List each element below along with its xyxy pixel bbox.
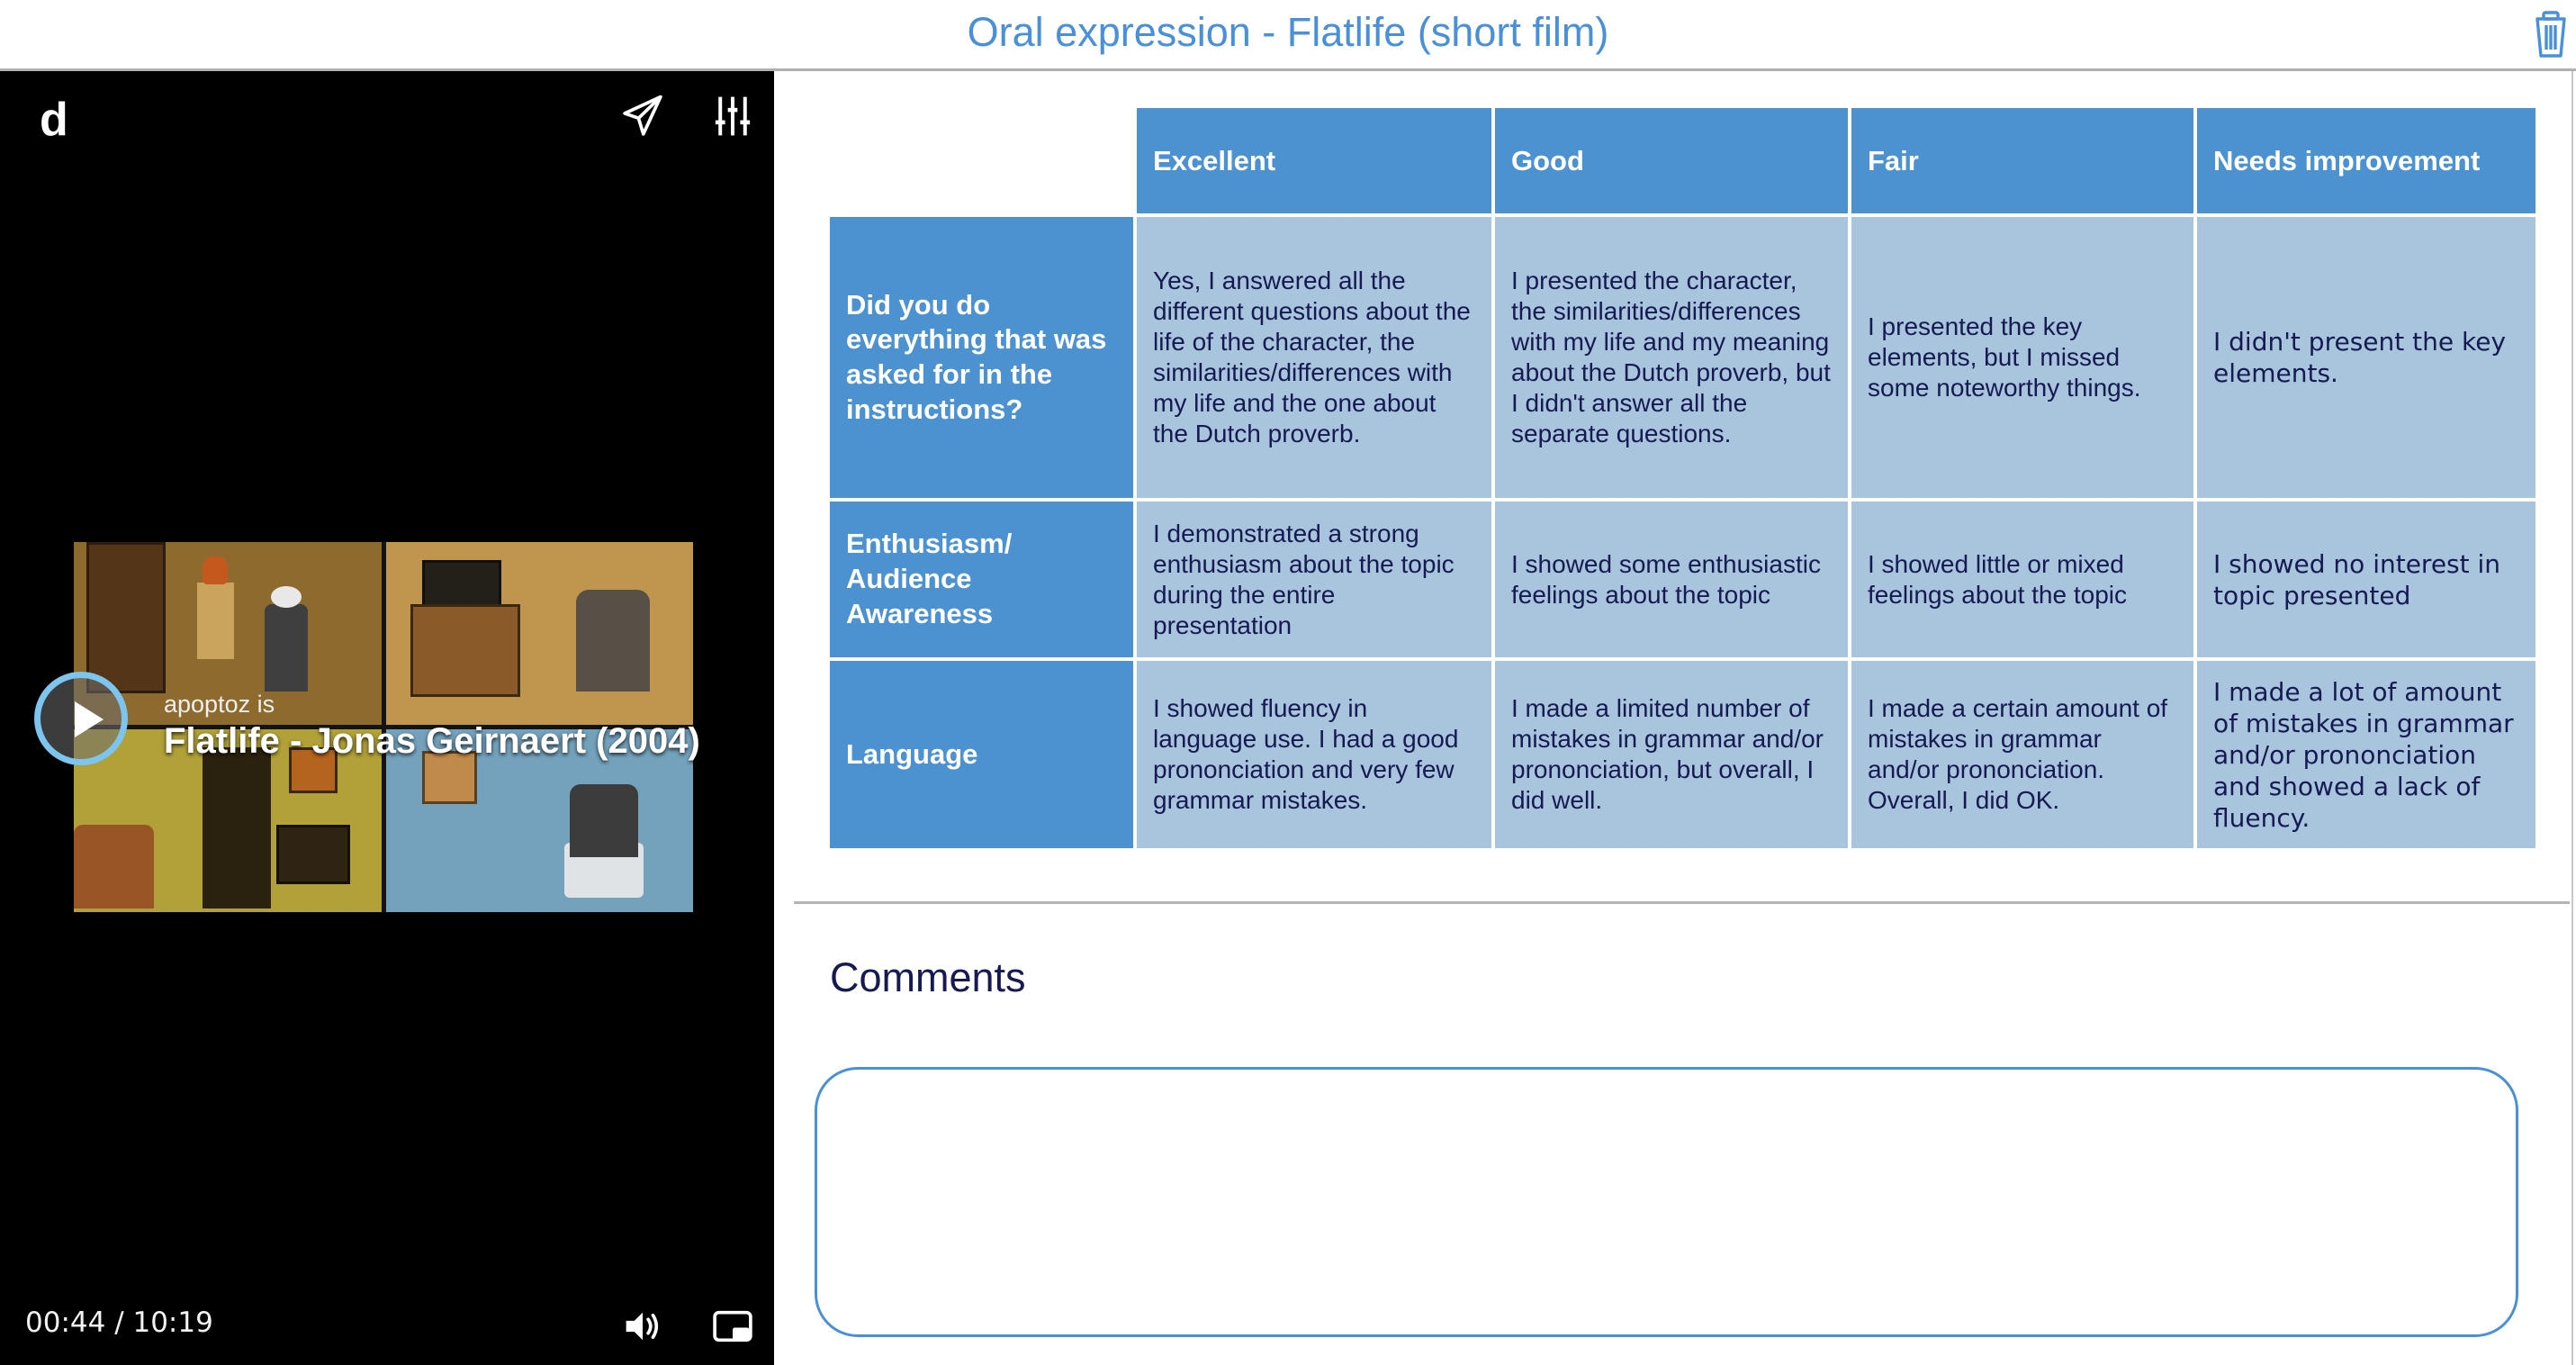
picture-in-picture-button[interactable] xyxy=(709,1303,756,1350)
rubric-cell-enthusiasm-good[interactable]: I showed some enthusiastic feelings about the topic xyxy=(1495,502,1848,657)
rubric-column-header-excellent: Excellent xyxy=(1137,108,1491,213)
page-title: Oral expression - Flatlife (short film) xyxy=(967,9,1609,55)
rubric-row-header-enthusiasm: Enthusiasm/ Audience Awareness xyxy=(830,502,1133,657)
rubric-corner-cell xyxy=(830,108,1133,213)
comments-input[interactable] xyxy=(815,1067,2518,1337)
rubric-column-header-good: Good xyxy=(1495,108,1848,213)
rubric-cell-instructions-excellent[interactable]: Yes, I answered all the different questions about the life of the character, the similarities/differences with my life and the one about the Dutch proverb. xyxy=(1137,217,1491,498)
comments-divider xyxy=(794,901,2570,904)
video-uploader: apoptoz is xyxy=(164,691,275,718)
play-icon xyxy=(75,701,104,737)
rubric-cell-enthusiasm-fair[interactable]: I showed little or mixed feelings about the topic xyxy=(1851,502,2193,657)
rubric-row-header-language: Language xyxy=(830,661,1133,848)
dailymotion-logo[interactable]: d xyxy=(40,94,68,146)
rubric-cell-language-good[interactable]: I made a limited number of mistakes in grammar and/or prononciation, but overall, I did well. xyxy=(1495,661,1848,848)
volume-icon xyxy=(619,1303,666,1350)
trash-icon xyxy=(2531,9,2571,59)
rubric-cell-language-fair[interactable]: I made a certain amount of mistakes in grammar and/or prononciation. Overall, I did OK. xyxy=(1851,661,2193,848)
sliders-icon xyxy=(709,93,756,140)
play-button[interactable] xyxy=(34,672,128,765)
rubric-cell-enthusiasm-excellent[interactable]: I demonstrated a strong enthusiasm about the topic during the entire presentation xyxy=(1137,502,1491,657)
rubric-cell-language-needs-improvement[interactable]: I made a lot of amount of mistakes in grammar and/or prononciation and showed a lack of fluency. xyxy=(2197,661,2535,848)
rubric-row-header-instructions: Did you do everything that was asked for in the instructions? xyxy=(830,217,1133,498)
volume-button[interactable] xyxy=(619,1303,666,1350)
rubric-cell-instructions-fair[interactable]: I presented the key elements, but I missed some noteworthy things. xyxy=(1851,217,2193,498)
time-display: 00:44 / 10:19 xyxy=(25,1306,213,1339)
rubric-column-header-fair: Fair xyxy=(1851,108,2193,213)
share-button[interactable] xyxy=(619,93,666,140)
rubric-cell-language-excellent[interactable]: I showed fluency in language use. I had a good prononciation and very few grammar mistakes. xyxy=(1137,661,1491,848)
rubric-cell-instructions-good[interactable]: I presented the character, the similarities/differences with my life and my meaning about the Dutch proverb, but I didn't answer all the separate questions. xyxy=(1495,217,1848,498)
rubric-column-header-needs-improvement: Needs improvement xyxy=(2197,108,2535,213)
rubric-cell-instructions-needs-improvement[interactable]: I didn't present the key elements. xyxy=(2197,217,2535,498)
share-icon xyxy=(619,93,666,140)
thumbnail-room-top-right xyxy=(386,542,694,725)
video-player[interactable] xyxy=(0,71,774,1365)
delete-widget-button[interactable] xyxy=(2531,9,2571,59)
rubric-cell-enthusiasm-needs-improvement[interactable]: I showed no interest in topic presented xyxy=(2197,502,2535,657)
content-right-border xyxy=(2571,71,2573,1365)
settings-button[interactable] xyxy=(709,93,756,140)
picture-in-picture-icon xyxy=(709,1303,756,1350)
video-title: Flatlife - Jonas Geirnaert (2004) xyxy=(164,721,700,761)
rubric-table xyxy=(830,108,2535,848)
comments-heading: Comments xyxy=(830,954,1026,1000)
